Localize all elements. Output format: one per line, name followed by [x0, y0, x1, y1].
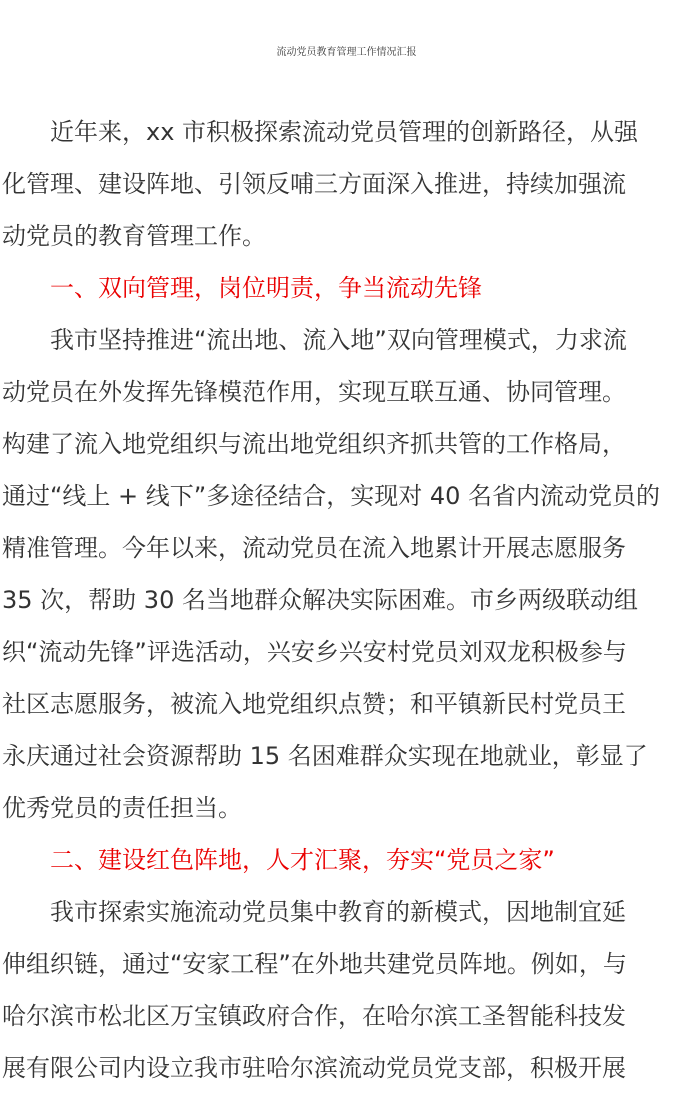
body-line: 伸组织链，通过“安家工程”在外地共建党员阵地。例如，与: [2, 950, 627, 978]
body-line: 化管理、建设阵地、引领反哺三方面深入推进，持续加强流: [2, 170, 626, 198]
body-line: 永庆通过社会资源帮助 15 名困难群众实现在地就业，彰显了: [2, 742, 648, 770]
body-line: 优秀党员的责任担当。: [2, 794, 242, 822]
body-line: 构建了流入地党组织与流出地党组织齐抓共管的工作格局，: [2, 430, 626, 458]
body-line: 社区志愿服务，被流入地党组织点赞；和平镇新民村党员王: [2, 690, 626, 718]
body-line: 哈尔滨市松北区万宝镇政府合作，在哈尔滨工圣智能科技发: [2, 1002, 626, 1030]
body-line: 通过“线上 + 线下”多途径结合，实现对 40 名省内流动党员的: [2, 482, 661, 510]
body-line: 动党员在外发挥先锋模范作用，实现互联互通、协同管理。: [2, 378, 626, 406]
body-line: 我市坚持推进“流出地、流入地”双向管理模式，力求流: [2, 326, 627, 354]
body-line: 动党员的教育管理工作。: [2, 222, 266, 250]
body-line: 展有限公司内设立我市驻哈尔滨流动党员党支部，积极开展: [2, 1054, 626, 1082]
body-line: 我市探索实施流动党员集中教育的新模式，因地制宜延: [2, 898, 626, 926]
section-heading-1: 一、双向管理，岗位明责，争当流动先锋: [2, 274, 482, 302]
document-title: 流动党员教育管理工作情况汇报: [276, 47, 417, 58]
body-line: 织“流动先锋”评选活动，兴安乡兴安村党员刘双龙积极参与: [2, 638, 627, 666]
section-heading-2: 二、建设红色阵地，人才汇聚，夯实“党员之家”: [2, 846, 555, 874]
body-line: 精准管理。今年以来，流动党员在流入地累计开展志愿服务: [2, 534, 626, 562]
body-line: 35 次，帮助 30 名当地群众解决实际困难。市乡两级联动组: [2, 586, 638, 614]
body-line: 近年来，xx 市积极探索流动党员管理的创新路径，从强: [2, 118, 639, 146]
